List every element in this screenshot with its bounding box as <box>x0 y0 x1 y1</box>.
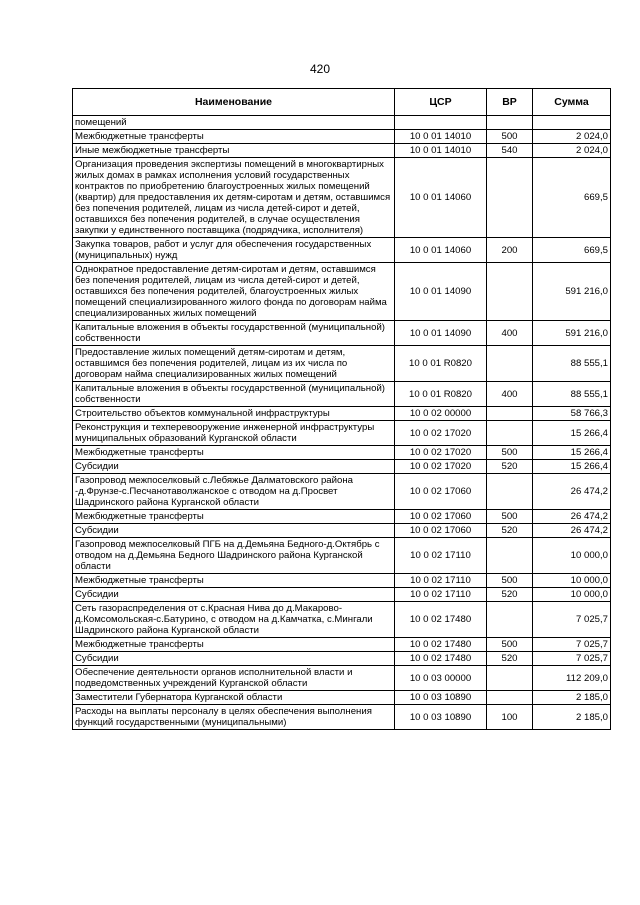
cell-csr: 10 0 03 10890 <box>395 705 487 730</box>
table-body <box>73 116 611 730</box>
cell-csr: 10 0 01 14090 <box>395 321 487 346</box>
cell-sum: 26 474,2 <box>533 510 611 524</box>
cell-name: Иные межбюджетные трансферты <box>73 144 395 158</box>
cell-vr: 400 <box>487 382 533 407</box>
cell-name: Предоставление жилых помещений детям-сиротам и детям, оставшимся без попечения родителей, лицам из их числа по договорам найма специализированных жилых помещений <box>73 346 395 382</box>
cell-vr: 500 <box>487 446 533 460</box>
cell-vr: 520 <box>487 652 533 666</box>
cell-vr <box>487 602 533 638</box>
cell-csr: 10 0 02 00000 <box>395 407 487 421</box>
cell-vr <box>487 116 533 130</box>
table-row <box>73 421 611 446</box>
cell-vr: 500 <box>487 574 533 588</box>
cell-csr: 10 0 01 R0820 <box>395 346 487 382</box>
table-row <box>73 460 611 474</box>
cell-sum: 88 555,1 <box>533 346 611 382</box>
cell-sum: 2 185,0 <box>533 705 611 730</box>
cell-vr <box>487 538 533 574</box>
cell-csr: 10 0 01 R0820 <box>395 382 487 407</box>
cell-sum: 58 766,3 <box>533 407 611 421</box>
cell-vr: 200 <box>487 238 533 263</box>
cell-csr: 10 0 01 14090 <box>395 263 487 321</box>
table-row <box>73 407 611 421</box>
table-row <box>73 691 611 705</box>
table-row <box>73 602 611 638</box>
cell-name: помещений <box>73 116 395 130</box>
cell-sum: 669,5 <box>533 238 611 263</box>
table-row <box>73 446 611 460</box>
cell-name: Однократное предоставление детям-сиротам и детям, оставшимся без попечения родителей, лицам из числа детей-сирот и детей, оставшихся без попечения родителей, благоустроенных жилых помещений специализированного жилого фонда по договорам найма специализированных жилых помещений <box>73 263 395 321</box>
cell-csr: 10 0 02 17110 <box>395 574 487 588</box>
cell-sum <box>533 116 611 130</box>
cell-sum: 2 024,0 <box>533 130 611 144</box>
table-row <box>73 238 611 263</box>
cell-name: Субсидии <box>73 588 395 602</box>
cell-name: Строительство объектов коммунальной инфраструктуры <box>73 407 395 421</box>
cell-name: Обеспечение деятельности органов исполнительной власти и подведомственных учреждений Курганской области <box>73 666 395 691</box>
cell-csr: 10 0 01 14060 <box>395 238 487 263</box>
cell-name: Организация проведения экспертизы помещений в многоквартирных жилых домах в рамках исполнения условий государственных контрактов по приобретению благоустроенных жилых помещений (квартир) для предоставления их детям-сиротам и детям, оставшимся без попечения родителей, лицам из числа детей-сирот и детей, оставшихся без попечения родителей, в случае осуществления закупки у единственного поставщика (подрядчика, исполнителя) <box>73 158 395 238</box>
table-row <box>73 144 611 158</box>
table-row <box>73 510 611 524</box>
table-row <box>73 474 611 510</box>
cell-vr: 520 <box>487 588 533 602</box>
table-row <box>73 346 611 382</box>
table-row <box>73 524 611 538</box>
cell-vr <box>487 666 533 691</box>
cell-sum: 15 266,4 <box>533 446 611 460</box>
cell-name: Межбюджетные трансферты <box>73 574 395 588</box>
cell-sum: 10 000,0 <box>533 574 611 588</box>
cell-sum: 669,5 <box>533 158 611 238</box>
cell-name: Межбюджетные трансферты <box>73 130 395 144</box>
cell-name: Межбюджетные трансферты <box>73 446 395 460</box>
cell-csr: 10 0 02 17060 <box>395 510 487 524</box>
cell-vr: 400 <box>487 321 533 346</box>
cell-csr: 10 0 03 00000 <box>395 666 487 691</box>
cell-csr: 10 0 02 17020 <box>395 446 487 460</box>
table-row <box>73 538 611 574</box>
table-row <box>73 574 611 588</box>
cell-sum: 88 555,1 <box>533 382 611 407</box>
cell-vr: 520 <box>487 524 533 538</box>
header-csr: ЦСР <box>395 89 487 116</box>
header-sum: Сумма <box>533 89 611 116</box>
cell-sum: 7 025,7 <box>533 638 611 652</box>
cell-name: Капитальные вложения в объекты государственной (муниципальной) собственности <box>73 321 395 346</box>
cell-sum: 15 266,4 <box>533 460 611 474</box>
cell-vr <box>487 158 533 238</box>
cell-name: Межбюджетные трансферты <box>73 638 395 652</box>
cell-csr: 10 0 02 17020 <box>395 460 487 474</box>
table-row <box>73 263 611 321</box>
cell-csr: 10 0 01 14010 <box>395 130 487 144</box>
cell-vr <box>487 263 533 321</box>
cell-csr: 10 0 03 10890 <box>395 691 487 705</box>
cell-sum: 10 000,0 <box>533 538 611 574</box>
cell-sum: 26 474,2 <box>533 524 611 538</box>
table-row <box>73 705 611 730</box>
cell-vr <box>487 346 533 382</box>
cell-sum: 2 185,0 <box>533 691 611 705</box>
cell-name: Межбюджетные трансферты <box>73 510 395 524</box>
cell-name: Газопровод межпоселковый с.Лебяжье Далматовского района -д.Фрунзе-с.Песчанотаволжанское с отводом на д.Просвет Шадринского района Курганской области <box>73 474 395 510</box>
cell-sum: 112 209,0 <box>533 666 611 691</box>
cell-csr: 10 0 02 17110 <box>395 588 487 602</box>
cell-csr: 10 0 01 14010 <box>395 144 487 158</box>
cell-sum: 7 025,7 <box>533 602 611 638</box>
cell-name: Капитальные вложения в объекты государственной (муниципальной) собственности <box>73 382 395 407</box>
cell-name: Реконструкция и техперевооружение инженерной инфраструктуры муниципальных образований Курганской области <box>73 421 395 446</box>
table-row <box>73 652 611 666</box>
cell-sum: 7 025,7 <box>533 652 611 666</box>
cell-sum: 10 000,0 <box>533 588 611 602</box>
cell-name: Субсидии <box>73 460 395 474</box>
cell-name: Закупка товаров, работ и услуг для обеспечения государственных (муниципальных) нужд <box>73 238 395 263</box>
table-row <box>73 666 611 691</box>
budget-table <box>72 88 611 730</box>
cell-name: Субсидии <box>73 524 395 538</box>
cell-name: Субсидии <box>73 652 395 666</box>
table-row <box>73 638 611 652</box>
cell-sum: 591 216,0 <box>533 321 611 346</box>
cell-vr: 540 <box>487 144 533 158</box>
table-row <box>73 116 611 130</box>
cell-vr <box>487 421 533 446</box>
cell-csr: 10 0 02 17110 <box>395 538 487 574</box>
page-number: 420 <box>309 62 331 76</box>
table-header-row <box>73 89 611 116</box>
header-vr: ВР <box>487 89 533 116</box>
cell-vr <box>487 691 533 705</box>
cell-sum: 2 024,0 <box>533 144 611 158</box>
cell-vr <box>487 407 533 421</box>
cell-csr: 10 0 02 17480 <box>395 638 487 652</box>
cell-csr <box>395 116 487 130</box>
cell-name: Сеть газораспределения от с.Красная Нива до д.Макарово-д.Комсомольская-с.Батурино, с отводом на д.Камчатка, с.Мингали Шадринского района Курганской области <box>73 602 395 638</box>
cell-sum: 15 266,4 <box>533 421 611 446</box>
cell-csr: 10 0 02 17480 <box>395 652 487 666</box>
table-row <box>73 321 611 346</box>
header-name: Наименование <box>73 89 395 116</box>
cell-csr: 10 0 02 17060 <box>395 524 487 538</box>
table-row <box>73 588 611 602</box>
cell-vr: 520 <box>487 460 533 474</box>
cell-sum: 26 474,2 <box>533 474 611 510</box>
cell-vr: 500 <box>487 638 533 652</box>
cell-csr: 10 0 02 17060 <box>395 474 487 510</box>
cell-vr <box>487 474 533 510</box>
cell-csr: 10 0 02 17480 <box>395 602 487 638</box>
cell-csr: 10 0 02 17020 <box>395 421 487 446</box>
cell-vr: 500 <box>487 510 533 524</box>
cell-name: Расходы на выплаты персоналу в целях обеспечения выполнения функций государственными (муниципальными) <box>73 705 395 730</box>
table-row <box>73 158 611 238</box>
cell-name: Заместители Губернатора Курганской области <box>73 691 395 705</box>
cell-vr: 500 <box>487 130 533 144</box>
cell-sum: 591 216,0 <box>533 263 611 321</box>
cell-vr: 100 <box>487 705 533 730</box>
cell-csr: 10 0 01 14060 <box>395 158 487 238</box>
table-row <box>73 382 611 407</box>
cell-name: Газопровод межпоселковый ПГБ на д.Демьяна Бедного-д.Октябрь с отводом на д.Демьяна Бедного Шадринского района Курганской области <box>73 538 395 574</box>
table-row <box>73 130 611 144</box>
